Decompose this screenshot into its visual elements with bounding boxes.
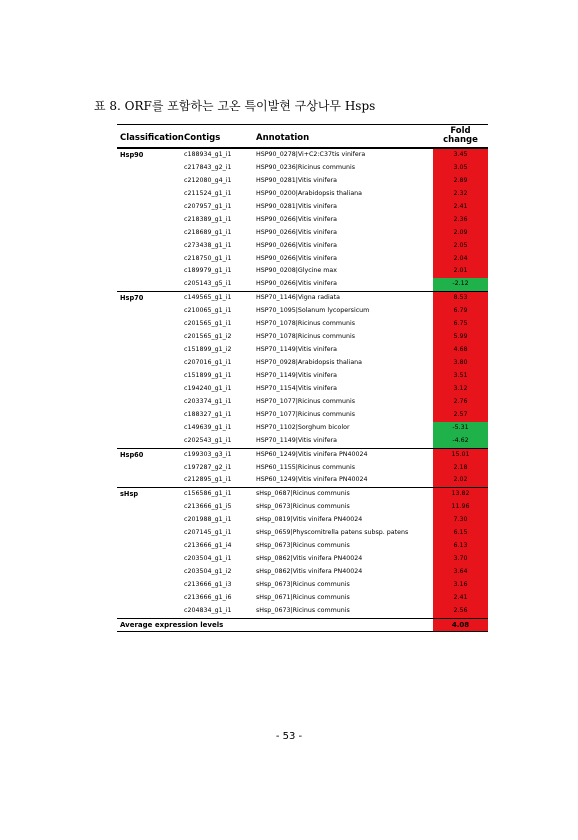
fold-change-cell: 4.68 — [433, 344, 488, 357]
contig-cell: c207016_g1_i1 — [184, 359, 232, 366]
table-row — [117, 579, 488, 592]
contig-cell: c149639_g1_i1 — [184, 423, 232, 431]
fold-change-cell: 2.01 — [433, 265, 488, 278]
header-contigs: Contigs — [184, 133, 221, 143]
fold-change-cell: 7.30 — [433, 514, 488, 527]
fold-change-cell: 3.70 — [433, 553, 488, 566]
annotation-cell: HSP60_1249|Vitis vinifera PN40024 — [256, 450, 368, 458]
annotation-cell: HSP70_1149|Vitis vinifera — [256, 371, 338, 379]
contig-cell: c205143_g5_i1 — [184, 280, 232, 288]
contig-cell: c194240_g1_i1 — [184, 384, 232, 392]
annotation-cell: HSP90_0200|Arabidopsis thaliana — [256, 189, 363, 197]
table-row — [117, 592, 488, 605]
table-row — [117, 370, 488, 383]
contig-cell: c218689_g1_i1 — [184, 228, 232, 236]
contig-cell: c197287_g2_i1 — [184, 463, 232, 471]
fold-change-cell: -5.31 — [433, 422, 488, 435]
fold-change-cell: 6.75 — [433, 318, 488, 331]
fold-change-cell: 3.05 — [433, 162, 488, 175]
annotation-cell: HSP70_1102|Sorghum bicolor — [256, 423, 350, 431]
contig-cell: c217843_g2_i1 — [184, 163, 232, 171]
fold-change-cell: 6.79 — [433, 305, 488, 318]
contig-cell: c202543_g1_i1 — [184, 436, 232, 444]
table-row — [117, 396, 488, 409]
contig-cell: c151899_g1_i2 — [184, 346, 232, 354]
contig-cell: c201988_g1_i1 — [184, 516, 232, 524]
contig-cell: c201565_g1_i2 — [184, 333, 232, 341]
fold-change-cell: 2.41 — [433, 201, 488, 214]
fold-change-cell: 3.16 — [433, 579, 488, 592]
table-row — [117, 344, 488, 357]
fold-change-cell: 2.05 — [433, 240, 488, 253]
fold-change-cell: 2.18 — [433, 462, 488, 475]
fold-change-cell: 2.89 — [433, 175, 488, 188]
annotation-cell: sHsp_0862|Vitis vinifera PN40024 — [256, 568, 363, 575]
table-row — [117, 175, 488, 188]
fold-change-cell: -4.62 — [433, 435, 488, 448]
table-row — [117, 305, 488, 318]
table-row — [117, 409, 488, 422]
fold-change-cell: 2.32 — [433, 188, 488, 201]
fold-change-cell: 2.02 — [433, 474, 488, 487]
annotation-cell: HSP90_0266|Vitis vinifera — [256, 280, 338, 288]
contig-cell: c218750_g1_i1 — [184, 254, 232, 262]
table-row — [117, 240, 488, 253]
contig-cell: c210065_g1_i1 — [184, 307, 232, 315]
annotation-cell: sHsp_0819|Vitis vinifera PN40024 — [256, 516, 363, 524]
table-row — [117, 278, 488, 291]
annotation-cell: HSP70_1149|Vitis vinifera — [256, 436, 338, 444]
header-fold-change: Fold change — [443, 126, 478, 145]
table-row — [117, 566, 488, 579]
table-row — [117, 474, 488, 487]
contig-cell: c207957_g1_i1 — [184, 202, 232, 210]
annotation-cell: sHsp_0673|Ricinus communis — [256, 580, 350, 588]
annotation-cell: HSP90_0281|Vitis vinifera — [256, 176, 338, 184]
contig-cell: c156586_g1_i1 — [184, 490, 232, 498]
table-row — [117, 514, 488, 527]
table-row — [117, 501, 488, 514]
contig-cell: c151899_g1_i1 — [184, 371, 232, 379]
contig-cell: c212080_g4_i1 — [184, 176, 232, 184]
average-label: Average expression levels — [120, 620, 224, 629]
fold-change-cell: 2.04 — [433, 253, 488, 266]
annotation-cell: HSP90_0236|Ricinus communis — [256, 163, 356, 171]
average-fold-change: 4.08 — [433, 619, 488, 631]
annotation-cell: HSP90_0266|Vitis vinifera — [256, 228, 338, 236]
table-row — [117, 162, 488, 175]
contig-cell: c273438_g1_i1 — [184, 241, 232, 249]
table-row — [117, 435, 488, 448]
fold-change-cell: 3.51 — [433, 370, 488, 383]
table-row — [117, 357, 488, 370]
annotation-cell: HSP70_0928|Arabidopsis thaliana — [256, 359, 363, 366]
annotation-cell: HSP70_1077|Ricinus communis — [256, 410, 356, 418]
annotation-cell: HSP70_1078|Ricinus communis — [256, 320, 356, 328]
contig-cell: c203374_g1_i1 — [184, 397, 232, 405]
contig-cell: c189979_g1_i1 — [184, 267, 232, 275]
table-caption: 표 8. ORF를 포함하는 고온 특이발현 구상나무 Hsps — [94, 99, 376, 113]
table-row — [117, 605, 488, 618]
contig-cell: c203504_g1_i1 — [184, 555, 232, 563]
group-name: Hsp70 — [120, 294, 144, 303]
average-row — [117, 618, 488, 632]
annotation-cell: sHsp_0671|Ricinus communis — [256, 593, 350, 601]
annotation-cell: HSP70_1077|Ricinus communis — [256, 397, 356, 405]
table-header — [117, 124, 488, 148]
fold-change-cell: 5.99 — [433, 331, 488, 344]
annotation-cell: HSP70_1146|Vigna radiata — [256, 294, 340, 302]
annotation-cell: HSP70_1154|Vitis vinifera — [256, 384, 338, 392]
annotation-cell: sHsp_0659|Physcomitrella patens subsp. patens — [256, 529, 409, 537]
table-row — [117, 318, 488, 331]
group-name: Hsp90 — [120, 151, 144, 159]
table-row — [117, 540, 488, 553]
contig-cell: c218389_g1_i1 — [184, 215, 232, 223]
fold-change-cell: 15.01 — [433, 449, 488, 462]
table-row — [117, 148, 488, 162]
contig-cell: c201565_g1_i1 — [184, 320, 232, 328]
annotation-cell: sHsp_0673|Ricinus communis — [256, 542, 350, 550]
table-row — [117, 448, 488, 462]
contig-cell: c203504_g1_i2 — [184, 568, 232, 575]
fold-change-cell: 13.82 — [433, 488, 488, 501]
contig-cell: c213666_g1_i4 — [184, 542, 232, 550]
annotation-cell: HSP90_0266|Vitis vinifera — [256, 241, 338, 249]
contig-cell: c188934_g1_i1 — [184, 151, 232, 158]
annotation-cell: HSP70_1095|Solanum lycopersicum — [256, 307, 370, 315]
annotation-cell: sHsp_0673|Ricinus communis — [256, 606, 350, 614]
annotation-cell: HSP60_1249|Vitis vinifera PN40024 — [256, 476, 368, 484]
table-row — [117, 462, 488, 475]
fold-change-cell: -2.12 — [433, 278, 488, 291]
table-row — [117, 265, 488, 278]
contig-cell: c213666_g1_i5 — [184, 503, 232, 511]
group-name: sHsp — [120, 490, 139, 499]
header-annotation: Annotation — [256, 133, 310, 143]
page-number: - 53 - — [275, 731, 303, 742]
table-row — [117, 253, 488, 266]
table-row — [117, 422, 488, 435]
contig-cell: c213666_g1_i3 — [184, 580, 232, 588]
fold-change-cell: 8.53 — [433, 292, 488, 305]
fold-change-cell: 3.45 — [433, 149, 488, 162]
contig-cell: c211524_g1_i1 — [184, 189, 232, 197]
contig-cell: c204834_g1_i1 — [184, 606, 232, 614]
annotation-cell: HSP60_1155|Ricinus communis — [256, 463, 356, 471]
fold-change-cell: 11.96 — [433, 501, 488, 514]
header-classification: Classification — [120, 133, 184, 143]
annotation-cell: HSP90_0278|Vi+C2:C37tis vinifera — [256, 151, 366, 158]
table-row — [117, 214, 488, 227]
fold-change-cell: 2.57 — [433, 409, 488, 422]
contig-cell: c199303_g3_i1 — [184, 450, 232, 458]
table-row — [117, 527, 488, 540]
annotation-cell: HSP90_0281|Vitis vinifera — [256, 202, 338, 210]
table-row — [117, 487, 488, 501]
fold-change-cell: 6.15 — [433, 527, 488, 540]
annotation-cell: HSP90_0266|Vitis vinifera — [256, 215, 338, 223]
contig-cell: c213666_g1_i6 — [184, 593, 232, 601]
fold-change-cell: 3.80 — [433, 357, 488, 370]
table-row — [117, 201, 488, 214]
fold-change-cell: 3.12 — [433, 383, 488, 396]
table-row — [117, 383, 488, 396]
contig-cell: c188327_g1_i1 — [184, 410, 232, 418]
annotation-cell: HSP90_0266|Vitis vinifera — [256, 254, 338, 262]
contig-cell: c212895_g1_i1 — [184, 476, 232, 484]
fold-change-cell: 2.09 — [433, 227, 488, 240]
table-row — [117, 291, 488, 305]
fold-change-cell: 3.64 — [433, 566, 488, 579]
hsp-table — [117, 124, 488, 632]
fold-change-cell: 6.13 — [433, 540, 488, 553]
table-row — [117, 227, 488, 240]
fold-change-cell: 2.56 — [433, 605, 488, 618]
fold-change-cell: 2.36 — [433, 214, 488, 227]
annotation-cell: sHsp_0687|Ricinus communis — [256, 490, 350, 498]
annotation-cell: HSP70_1078|Ricinus communis — [256, 333, 356, 341]
table-row — [117, 553, 488, 566]
annotation-cell: sHsp_0862|Vitis vinifera PN40024 — [256, 555, 363, 563]
table-row — [117, 188, 488, 201]
contig-cell: c207145_g1_i1 — [184, 529, 232, 537]
table-row — [117, 331, 488, 344]
annotation-cell: HSP90_0208|Glycine max — [256, 267, 337, 275]
group-name: Hsp60 — [120, 450, 144, 459]
fold-change-cell: 2.41 — [433, 592, 488, 605]
contig-cell: c149565_g1_i1 — [184, 294, 232, 302]
annotation-cell: HSP70_1149|Vitis vinifera — [256, 346, 338, 354]
fold-change-cell: 2.76 — [433, 396, 488, 409]
table-body — [117, 148, 488, 618]
annotation-cell: sHsp_0673|Ricinus communis — [256, 503, 350, 511]
